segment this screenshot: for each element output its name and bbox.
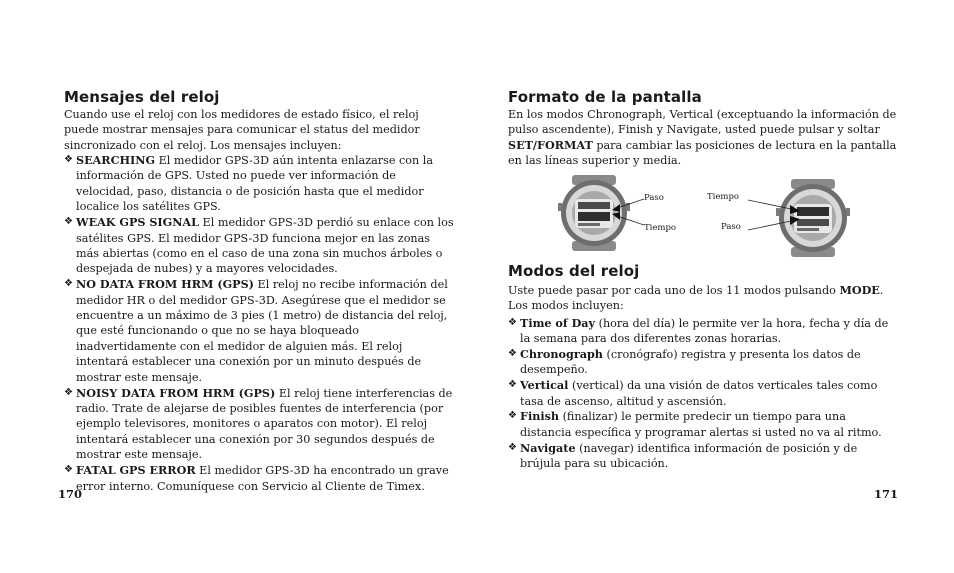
modes-list [508, 316, 900, 472]
list-item [508, 409, 900, 440]
message-term: NOISY DATA FROM HRM (GPS) [76, 385, 276, 400]
mode-text: (finalizar) le permite predecir un tiempo para una distancia específica y programar alertas si usted no va al ritmo. [520, 410, 882, 439]
message-term: NO DATA FROM HRM (GPS) [76, 277, 254, 292]
mode-term: Time of Day [520, 315, 596, 330]
format-text-end: para cambiar las posiciones de lectura en la pantalla en las líneas superior y media. [508, 138, 897, 168]
callout-label-paso-right: Paso [721, 222, 741, 232]
section-heading-watch-modes: Modos del reloj [508, 262, 640, 280]
diamond-bullet-icon: ❖ [64, 278, 73, 290]
mode-text: (vertical) da una visión de datos verticales tales como tasa de ascenso, altitud y ascensión. [520, 379, 878, 408]
diamond-bullet-icon: ❖ [508, 441, 517, 453]
modes-text-end: . Los modos incluyen: [508, 284, 884, 313]
diamond-bullet-icon: ❖ [64, 464, 73, 476]
modes-intro-paragraph [508, 283, 900, 314]
list-item [508, 378, 900, 409]
mode-text: (hora del día) le permite ver la hora, fecha y día de la semana para dos diferentes zonas horarias. [520, 316, 889, 345]
message-text: El reloj tiene interferencias de radio. Trate de alejarse de posibles fuentes de interferencia (por ejemplo televisores, monitores o aparatos con motor). El reloj intentará establecer una conexión por 30 segundos después de mostrar este mensaje. [76, 386, 453, 462]
list-item [508, 441, 900, 472]
diamond-bullet-icon: ❖ [64, 216, 73, 228]
diamond-bullet-icon: ❖ [64, 386, 73, 398]
format-paragraph [508, 107, 900, 169]
format-text-start: En los modos Chronograph, Vertical (exceptuando la información de pulso ascendente), Finish y Navigate, usted puede pulsar y soltar [508, 108, 897, 137]
section-heading-watch-messages: Mensajes del reloj [64, 88, 220, 106]
message-term: SEARCHING [76, 153, 156, 167]
diamond-bullet-icon: ❖ [508, 316, 517, 328]
message-term: WEAK GPS SIGNAL [76, 215, 199, 230]
list-item [64, 153, 456, 215]
message-list [64, 153, 456, 494]
callout-label-paso: Paso [644, 193, 664, 203]
message-text: El medidor GPS-3D aún intenta enlazarse con la información de GPS. Usted no puede ver información de velocidad, paso, distancia o de posición hasta que el medidor localice los satélites GPS. [76, 154, 434, 214]
message-text: El reloj no recibe información del medidor HR o del medidor GPS-3D. Asegúrese que el medidor se encuentre a un máximo de 3 pies (1 metro) de distancia del reloj, que esté funcionando o que no se haya bloqueado inadvertidamente con el medidor de alguien más. El reloj intentará establecer una conexión por un minuto después de mostrar este mensaje. [76, 278, 448, 384]
list-item [508, 316, 900, 347]
list-item [64, 386, 456, 463]
list-item [508, 347, 900, 378]
list-item [64, 277, 456, 385]
intro-paragraph: Cuando use el reloj con los medidores de estado físico, el reloj puede mostrar mensajes para comunicar el status del medidor sincronizado con el reloj. Los mensajes incluyen: [64, 108, 420, 152]
modes-text-start: Uste puede pasar por cada uno de los 11 modos pulsando [508, 284, 840, 297]
mode-term: Vertical [520, 378, 569, 393]
diamond-bullet-icon: ❖ [508, 379, 517, 391]
section-heading-display-format: Formato de la pantalla [508, 88, 702, 106]
mode-term: Chronograph [520, 346, 603, 361]
mode-term: Finish [520, 409, 560, 424]
diamond-bullet-icon: ❖ [508, 347, 517, 359]
page-number-right: 171 [874, 487, 899, 501]
mode-text: (navegar) identifica información de posición y de brújula para su ubicación. [520, 441, 858, 471]
mode-term: Navigate [520, 440, 576, 455]
list-item [64, 463, 456, 494]
callout-label-tiempo-right: Tiempo [707, 192, 740, 202]
message-text: El medidor GPS-3D ha encontrado un grave error interno. Comuníquese con Servicio al Cliente de Timex. [76, 464, 449, 493]
callout-label-tiempo: Tiempo [644, 223, 677, 233]
message-term: FATAL GPS ERROR [76, 463, 196, 478]
mode-key: MODE [839, 283, 880, 297]
page-number-left: 170 [58, 487, 83, 501]
set-format-key: SET/FORMAT [508, 137, 593, 152]
diamond-bullet-icon: ❖ [508, 410, 517, 422]
diamond-bullet-icon: ❖ [64, 154, 73, 165]
list-item [64, 215, 456, 277]
message-text: El medidor GPS-3D perdió su enlace con los satélites GPS. El medidor GPS-3D funciona mejor en las zonas más abiertas (como en el caso de una zona sin muchos árboles o despejada de nubes) y a mayores velocidades. [76, 216, 454, 276]
callout-arrows-right [746, 196, 806, 232]
callout-arrows-left [608, 195, 648, 227]
mode-text: (cronógrafo) registra y presenta los datos de desempeño. [520, 347, 861, 377]
